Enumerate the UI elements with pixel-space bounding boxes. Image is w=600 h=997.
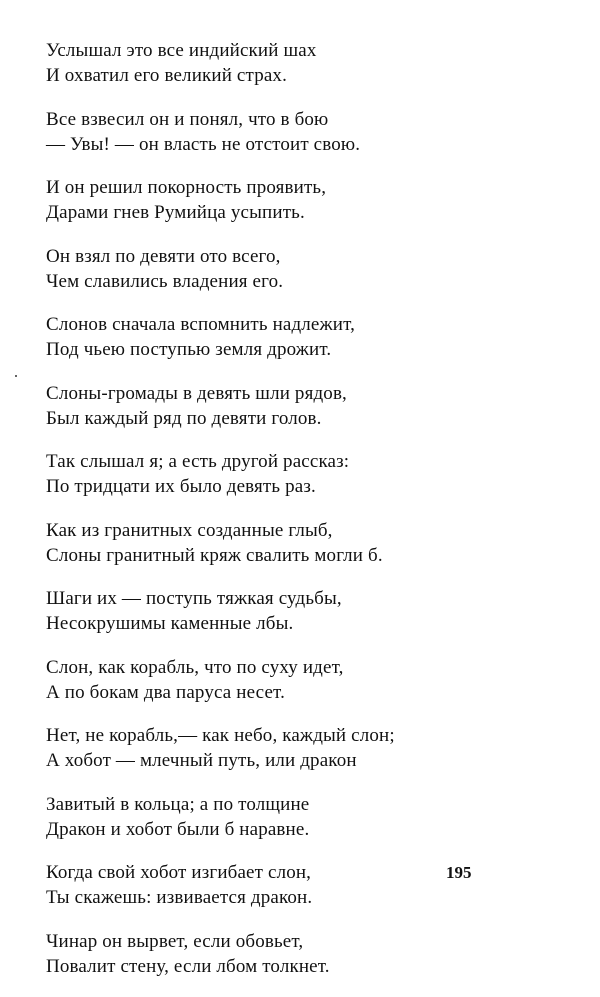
scan-speck <box>15 375 17 377</box>
stanza <box>46 449 566 499</box>
poem-line: И охватил его великий страх. <box>46 65 287 86</box>
poem-line: Все взвесил он и понял, что в бою <box>46 108 329 130</box>
stanza <box>46 107 566 157</box>
stanza <box>46 312 566 362</box>
poem-line: Дарами гнев Румийца усыпить. <box>46 202 305 223</box>
page-number: 195 <box>446 863 472 882</box>
poem-line: Нет, не корабль,— как небо, каждый слон; <box>46 725 395 746</box>
poem-line: Завитый в кольца; а по толщине <box>46 793 310 815</box>
poem-text <box>46 38 566 997</box>
poem-line: Он взял по девяти ото всего, <box>46 245 281 267</box>
poem-line: Дракон и хобот были б наравне. <box>46 818 310 840</box>
stanza <box>46 38 566 88</box>
poem-line: По тридцати их было девять раз. <box>46 476 316 497</box>
poem-line: Услышал это все индийский шах <box>46 40 317 61</box>
poem-line: Повалит стену, если лбом толкнет. <box>46 955 330 977</box>
poem-line: Чем славились владения его. <box>46 270 284 292</box>
poem-line: — Увы! — он власть не отстоит свою. <box>46 133 361 155</box>
poem-line: Шаги их — поступь тяжкая судьбы, <box>46 588 342 609</box>
poem-line: Несокрушимы каменные лбы. <box>46 613 294 634</box>
poem-line: А по бокам два паруса несет. <box>46 681 285 703</box>
poem-line: Под чьею поступью земля дрожит. <box>46 339 332 360</box>
stanza <box>46 175 566 225</box>
stanza <box>46 244 566 294</box>
stanza <box>46 518 566 568</box>
poem-line: Как из гранитных созданные глыб, <box>46 519 333 541</box>
poem-line: Слон, как корабль, что по суху идет, <box>46 656 344 678</box>
stanza <box>46 792 566 842</box>
poem-line: И он решил покорность проявить, <box>46 177 327 198</box>
stanza <box>46 929 566 979</box>
stanza <box>46 655 566 705</box>
poem-line: Когда свой хобот изгибает слон, <box>46 862 312 883</box>
poem-line: Слоны гранитный кряж свалить могли б. <box>46 544 383 566</box>
poem-line: Ты скажешь: извивается дракон. <box>46 887 313 908</box>
stanza <box>46 860 566 910</box>
stanza <box>46 723 566 773</box>
poem-line: Так слышал я; а есть другой рассказ: <box>46 451 350 472</box>
stanza <box>46 381 566 431</box>
poem-line: Слоны-громады в девять шли рядов, <box>46 382 347 404</box>
poem-line: А хобот — млечный путь, или дракон <box>46 750 357 771</box>
poem-line: Слонов сначала вспомнить надлежит, <box>46 314 356 335</box>
stanza <box>46 586 566 636</box>
poem-line: Был каждый ряд по девяти голов. <box>46 407 322 429</box>
poem-line: Чинар он вырвет, если обовьет, <box>46 930 304 952</box>
